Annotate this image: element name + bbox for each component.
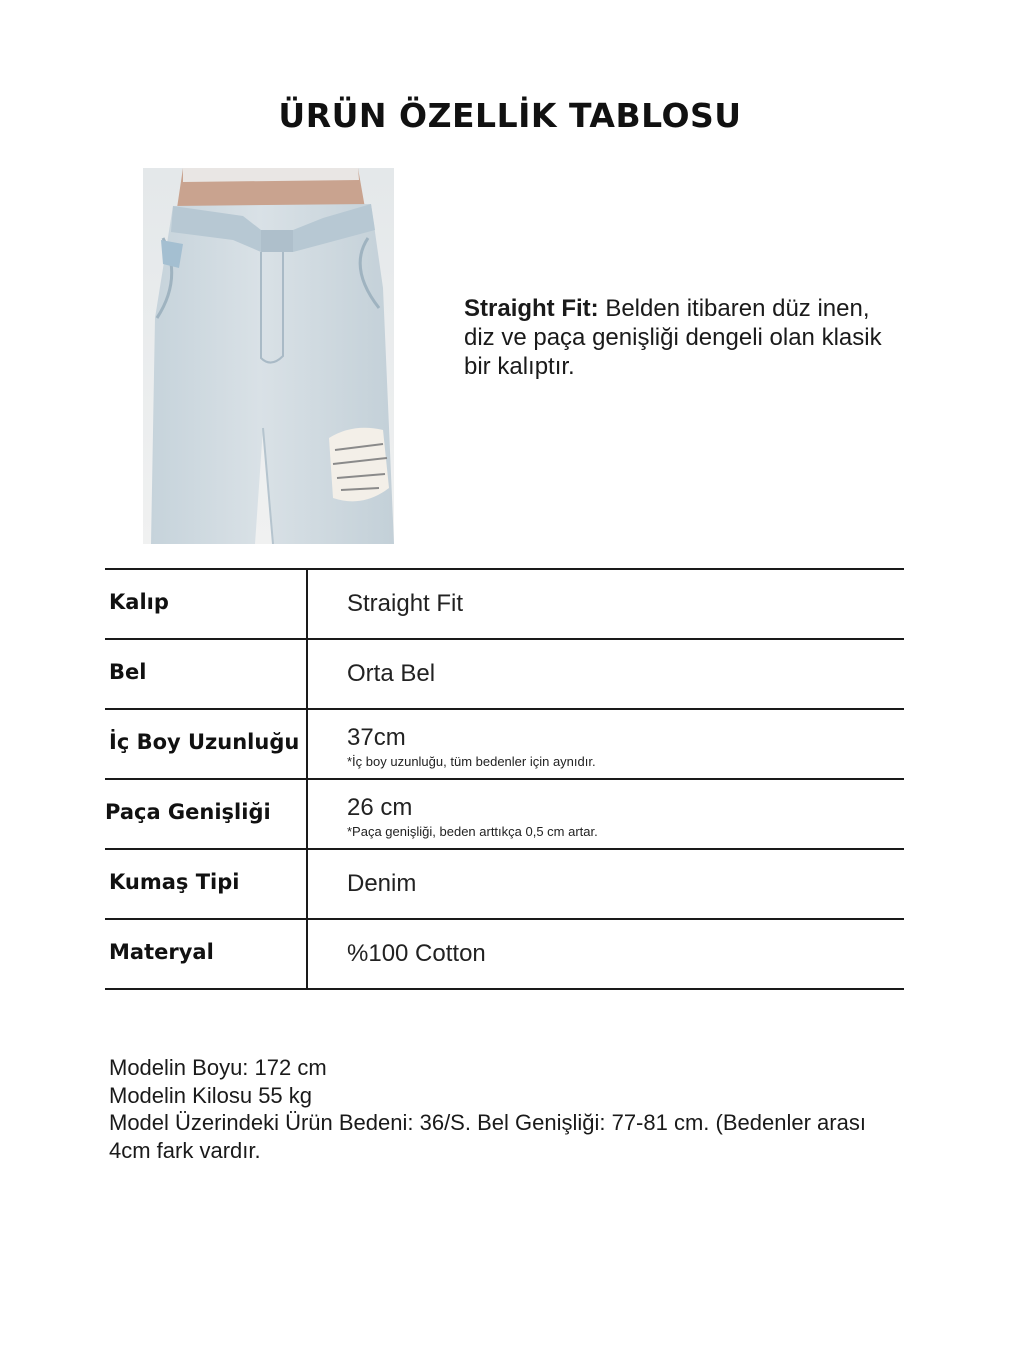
- fit-description: [464, 294, 904, 381]
- spec-table: [105, 568, 904, 990]
- spec-row-kalip: [105, 568, 904, 638]
- model-weight: Modelin Kilosu 55 kg: [109, 1082, 313, 1108]
- spec-label: Kalıp: [109, 590, 169, 614]
- spec-value: %100 Cotton: [347, 940, 486, 967]
- spec-value: 26 cm: [347, 794, 413, 821]
- fit-description-text: Belden itibaren düz inen, diz ve paça genişliği dengeli olan klasik bir kalıptır.: [464, 295, 882, 380]
- spec-label: Bel: [109, 660, 147, 684]
- fit-description-lead: Straight Fit:: [464, 295, 599, 322]
- spec-note: *İç boy uzunluğu, tüm bedenler için aynıdır.: [347, 754, 596, 769]
- spec-value: 37cm: [347, 724, 406, 751]
- spec-value: Orta Bel: [347, 660, 436, 687]
- spec-label: Paça Genişliği: [105, 800, 271, 824]
- jeans-illustration: [143, 168, 394, 544]
- page-title: ÜRÜN ÖZELLİK TABLOSU: [278, 96, 742, 135]
- spec-label: Materyal: [109, 940, 214, 964]
- product-photo: [143, 168, 394, 544]
- spec-row-kumas: [105, 848, 904, 918]
- spec-row-bel: [105, 638, 904, 708]
- model-height: Modelin Boyu: 172 cm: [109, 1055, 327, 1080]
- spec-label: Kumaş Tipi: [109, 870, 240, 894]
- spec-label: İç Boy Uzunluğu: [109, 730, 300, 754]
- spec-row-ic-boy: [105, 708, 904, 778]
- spec-row-materyal: [105, 918, 904, 990]
- spec-value: Denim: [347, 870, 417, 897]
- spec-note: *Paça genişliği, beden arttıkça 0,5 cm artar.: [347, 824, 598, 839]
- ripped-knee: [329, 428, 389, 502]
- model-info: [109, 1054, 909, 1164]
- spec-row-paca: [105, 778, 904, 848]
- model-size: Model Üzerindeki Ürün Bedeni: 36/S. Bel Genişliği: 77-81 cm. (Bedenler arası 4cm fark vardır.: [109, 1110, 866, 1163]
- spec-value: Straight Fit: [347, 590, 464, 617]
